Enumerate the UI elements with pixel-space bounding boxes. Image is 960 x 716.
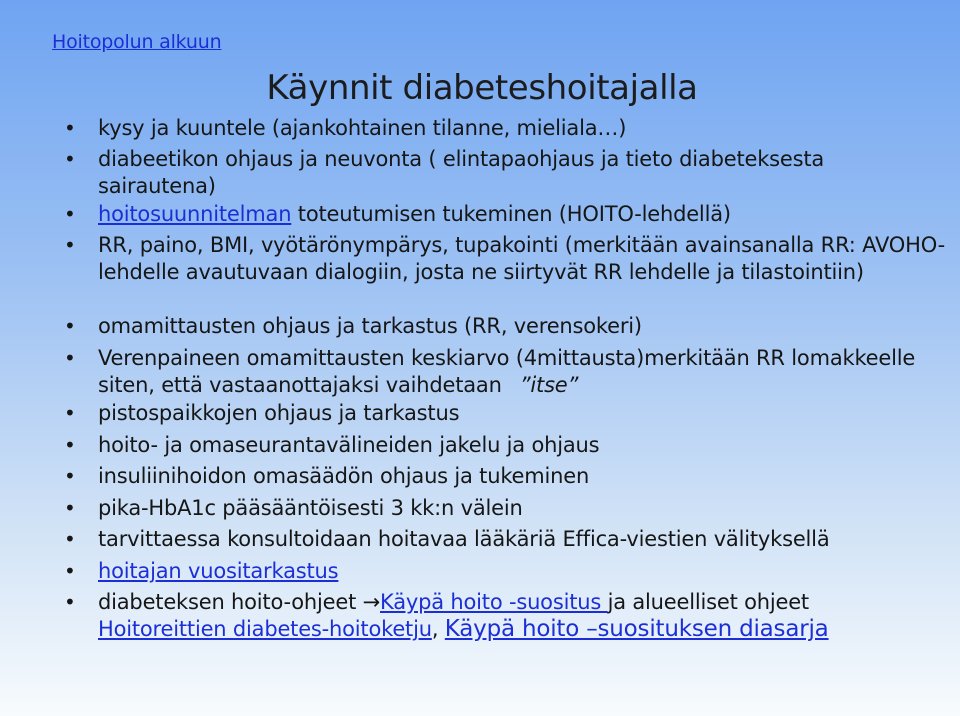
list-item — [64, 526, 946, 553]
list-item — [64, 146, 946, 200]
list-item-text: diabeteksen hoito-ohjeet — [98, 590, 363, 614]
bullet-icon: • — [64, 433, 76, 457]
bullet-icon: • — [64, 116, 76, 140]
list-item-text: RR, paino, BMI, vyötärönympärys, tupakointi (merkitään avainsanalla RR: AVOHO-lehdelle avautuvaan dialogiin, josta ne siirtyvät RR lehdelle ja tilastointiin) — [98, 233, 945, 284]
bullet-icon: • — [64, 496, 76, 520]
list-item — [64, 400, 946, 427]
bullet-icon: • — [64, 233, 76, 257]
back-to-care-path-link[interactable]: Hoitopolun alkuun — [52, 31, 222, 53]
care-chain-link[interactable]: Hoitoreittien diabetes-hoitoketju — [98, 617, 432, 641]
kaypa-hoito-recommendation-link[interactable]: Käypä hoito -suositus — [380, 590, 608, 614]
list-item — [64, 345, 946, 399]
list-item-text: Verenpaineen omamittausten keskiarvo (4mittausta)merkitään RR lomakkeelle siten, että vastaanottajaksi vaihdetaan — [98, 346, 916, 397]
bullet-icon: • — [64, 314, 76, 338]
list-item — [64, 313, 946, 340]
bullet-icon: • — [64, 527, 76, 551]
itself-quote: ”itse” — [519, 373, 579, 397]
list-item-text: toteutumisen tukeminen (HOITO-lehdellä) — [291, 202, 731, 226]
slide-set-link[interactable]: Käypä hoito –suosituksen diasarja — [444, 616, 829, 642]
list-item-text: diabeetikon ohjaus ja neuvonta ( elintapaohjaus ja tieto diabeteksesta sairautena) — [98, 147, 825, 198]
list-item — [64, 558, 946, 585]
list-item — [64, 495, 946, 522]
list-item-text: insuliinihoidon omasäädön ohjaus ja tukeminen — [98, 464, 590, 488]
bullet-icon: • — [64, 559, 76, 583]
list-item-text: tarvittaessa konsultoidaan hoitavaa lääkäriä Effica-viestien välityksellä — [98, 527, 830, 551]
arrow-icon: → — [362, 590, 381, 614]
list-item — [64, 463, 946, 490]
bullet-icon: • — [64, 401, 76, 425]
bullet-icon: • — [64, 147, 76, 171]
bullet-icon: • — [64, 464, 76, 488]
bullet-icon: • — [64, 590, 76, 614]
list-item-text: ja alueelliset ohjeet — [607, 590, 809, 614]
page-title: Käynnit diabeteshoitajalla — [266, 68, 698, 108]
list-item — [64, 115, 946, 142]
list-item — [64, 432, 946, 459]
list-item-text: hoito- ja omaseurantavälineiden jakelu ja ohjaus — [98, 433, 600, 457]
list-item-text: kysy ja kuuntele (ajankohtainen tilanne, mieliala…) — [98, 116, 627, 140]
list-item-text: pistospaikkojen ohjaus ja tarkastus — [98, 401, 460, 425]
list-item — [64, 232, 946, 286]
list-item — [64, 201, 946, 228]
bullet-icon: • — [64, 202, 76, 226]
separator: , — [431, 617, 445, 641]
list-item-text: pika-HbA1c pääsääntöisesti 3 kk:n välein — [98, 496, 523, 520]
list-item — [64, 589, 946, 643]
care-plan-link[interactable]: hoitosuunnitelman — [98, 202, 292, 226]
bullet-icon: • — [64, 346, 76, 370]
annual-checkup-link[interactable]: hoitajan vuositarkastus — [98, 559, 339, 583]
list-item-text: omamittausten ohjaus ja tarkastus (RR, verensokeri) — [98, 314, 642, 338]
